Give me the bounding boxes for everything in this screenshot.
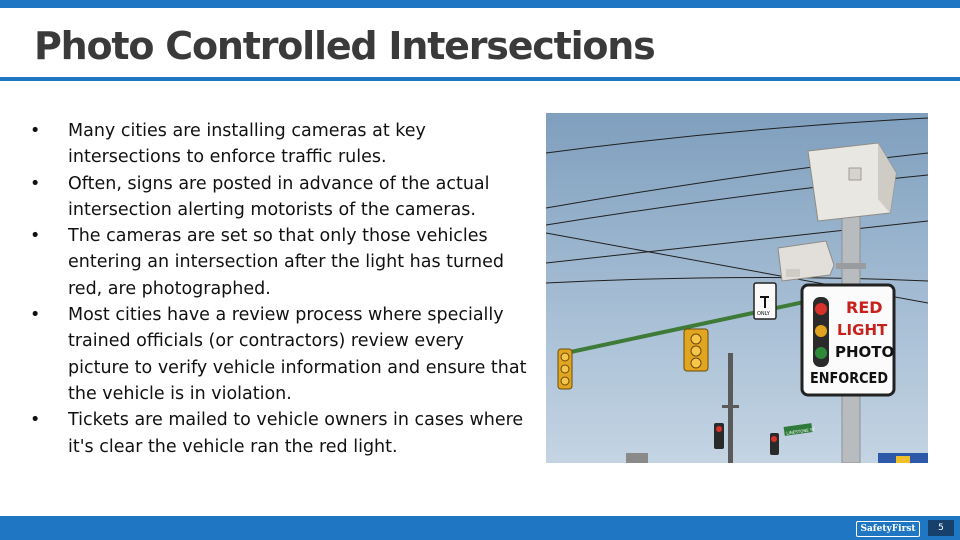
red-light-camera-photo [546, 113, 928, 463]
page-number: 5 [938, 523, 944, 533]
bullet-item: • Tickets are mailed to vehicle owners in cases where it's clear the vehicle ran the red light. [30, 407, 530, 460]
building-top [626, 453, 648, 463]
bullet-item: • Most cities have a review process where specially trained officials (or contractors) review every picture to verify vehicle information and ensure that the vehicle is in violation. [30, 302, 530, 407]
arrow-sign-text: ONLY [757, 311, 770, 317]
page-number-box [928, 520, 954, 536]
sign-line-photo: PHOTO [835, 343, 895, 361]
slide-title: Photo Controlled Intersections [34, 24, 655, 68]
bullet-item: • Many cities are installing cameras at key intersections to enforce traffic rules. [30, 118, 530, 171]
bullet-item: • Often, signs are posted in advance of the actual intersection alerting motorists of the cameras. [30, 171, 530, 224]
upper-camera [808, 143, 896, 221]
no-turn-sign [754, 283, 776, 319]
safety-first-logo: SafetyFirst [856, 521, 920, 537]
top-accent-bar [0, 0, 960, 8]
sign-line-light: LIGHT [837, 321, 888, 339]
bullet-item: • The cameras are set so that only those vehicles entering an intersection after the light has turned red, are photographed. [30, 223, 530, 302]
street-sign-text: LINESTONE ST [786, 426, 816, 436]
lower-camera [778, 241, 834, 281]
sign-line-red: RED [846, 298, 883, 317]
title-underline [0, 77, 960, 81]
red-light-photo-enforced-sign [802, 285, 894, 395]
storefront-sign [878, 453, 928, 463]
sign-line-enforced: ENFORCED [810, 369, 888, 387]
footer-bar [0, 516, 960, 540]
bullet-list [30, 118, 530, 460]
